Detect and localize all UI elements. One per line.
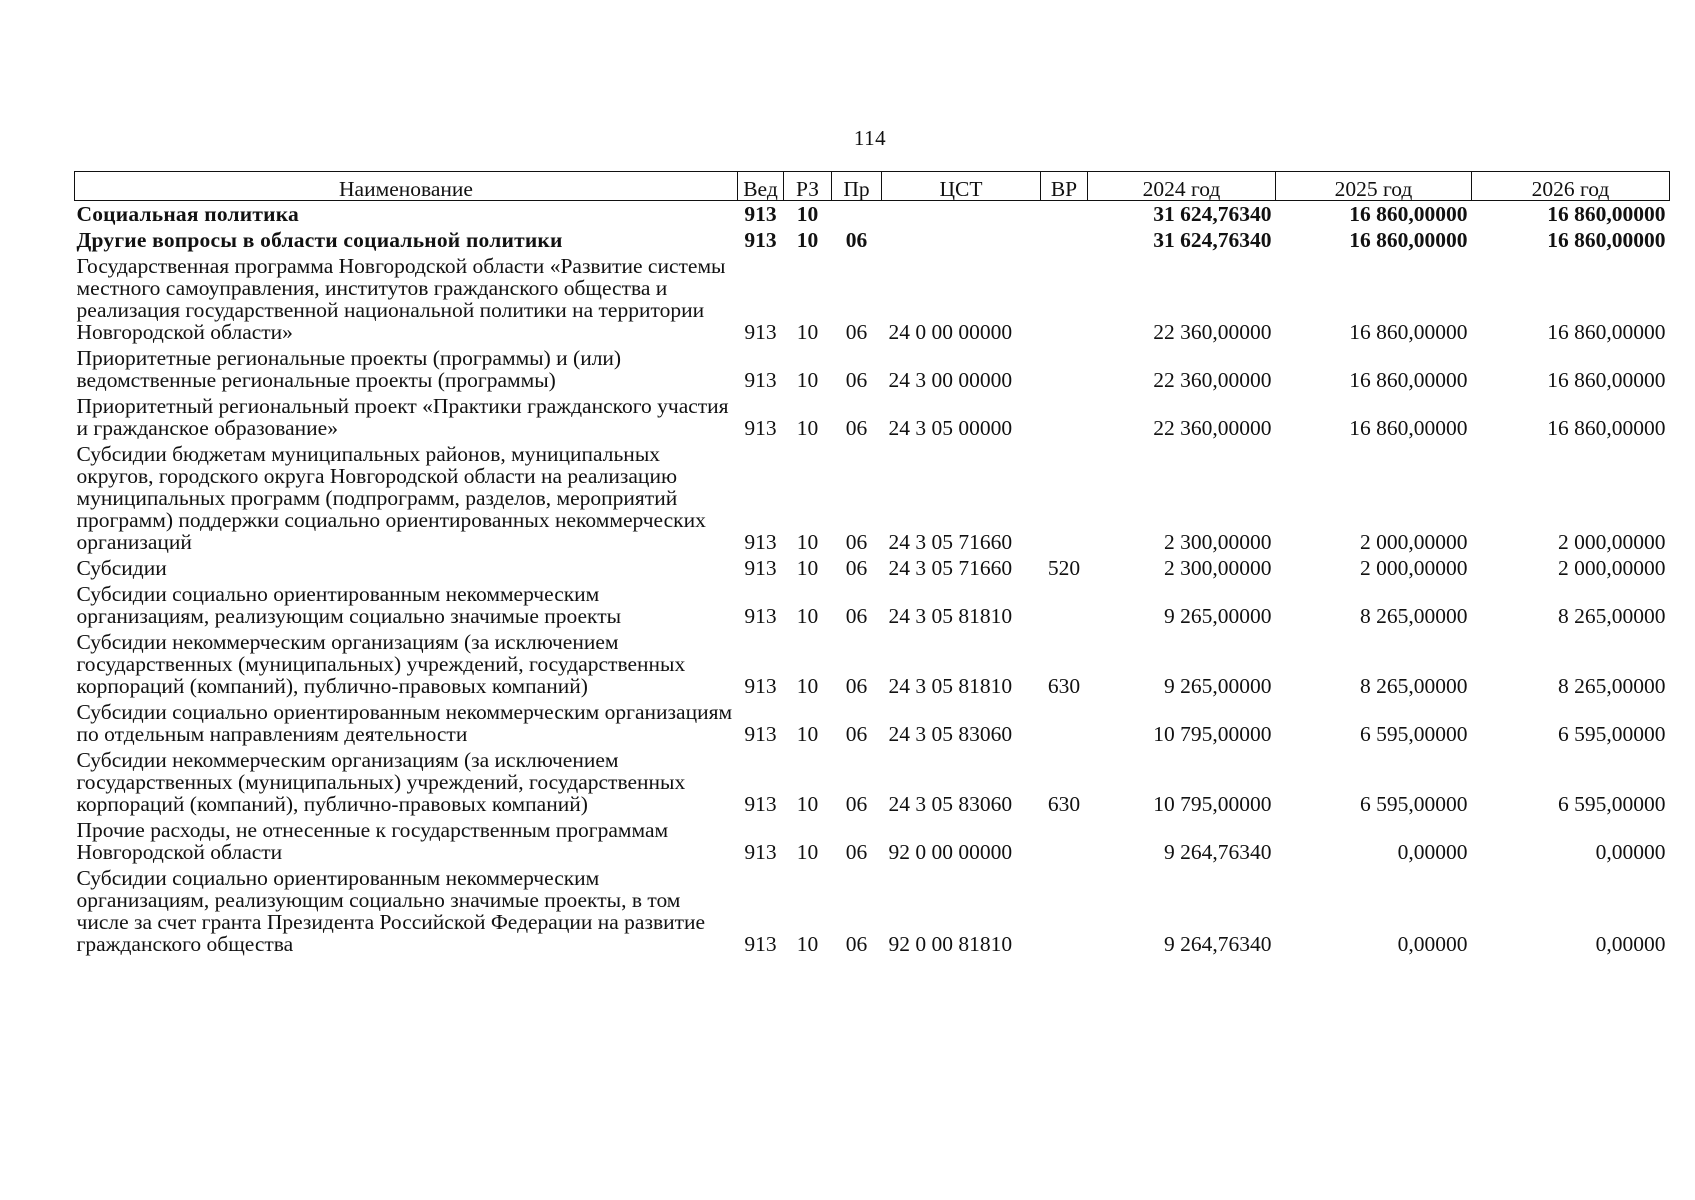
- cell-2025: 16 860,00000: [1349, 320, 1468, 344]
- cell-pr: 06: [845, 932, 868, 956]
- cell-ved: 913: [744, 932, 777, 956]
- cell-rz: 10: [796, 530, 819, 554]
- header-vr: ВР: [1041, 172, 1088, 201]
- header-name: Наименование: [75, 172, 738, 201]
- cell-2024: 22 360,00000: [1153, 368, 1272, 392]
- cell-rz: 10: [796, 556, 819, 580]
- cell-name: Приоритетный региональный проект «Практики гражданского участия и гражданское образование»: [76, 394, 729, 440]
- cell-ved: 913: [744, 228, 777, 252]
- cell-vr: [1041, 345, 1088, 393]
- cell-vr: [1041, 699, 1088, 747]
- cell-2026: 2 000,00000: [1558, 556, 1666, 580]
- header-cst: ЦСТ: [882, 172, 1041, 201]
- cell-2025: 16 860,00000: [1349, 202, 1468, 226]
- cell-cst: 92 0 00 81810: [888, 932, 1013, 956]
- cell-2024: 10 795,00000: [1153, 792, 1272, 816]
- cell-name: Субсидии некоммерческим организациям (за исключением государственных (муниципальных) учреждений, государственных корпораций (компаний), публично-правовых компаний): [76, 630, 686, 698]
- cell-ved: 913: [744, 368, 777, 392]
- cell-rz: 10: [796, 228, 819, 252]
- header-pr: Пр: [832, 172, 882, 201]
- cell-pr: 06: [845, 416, 868, 440]
- cell-pr: 06: [845, 722, 868, 746]
- cell-pr: 06: [845, 840, 868, 864]
- cell-ved: 913: [744, 416, 777, 440]
- cell-rz: 10: [796, 416, 819, 440]
- cell-2024: 2 300,00000: [1164, 556, 1272, 580]
- header-rz: РЗ: [784, 172, 832, 201]
- cell-pr: 06: [845, 228, 868, 252]
- cell-2026: 16 860,00000: [1547, 320, 1666, 344]
- cell-cst: 24 3 05 83060: [888, 722, 1013, 746]
- cell-pr: 06: [845, 792, 868, 816]
- cell-pr: 06: [845, 320, 868, 344]
- cell-pr: [832, 201, 882, 228]
- table-row: [75, 865, 1670, 957]
- header-2024: 2024 год: [1088, 172, 1276, 201]
- cell-vr: 630: [1047, 674, 1081, 698]
- cell-rz: 10: [796, 792, 819, 816]
- cell-2024: 10 795,00000: [1153, 722, 1272, 746]
- cell-ved: 913: [744, 530, 777, 554]
- cell-cst: 24 3 05 00000: [888, 416, 1013, 440]
- cell-rz: 10: [796, 604, 819, 628]
- table-row: [75, 227, 1670, 253]
- table-row: [75, 747, 1670, 817]
- cell-2026: 16 860,00000: [1547, 202, 1666, 226]
- cell-2024: 9 264,76340: [1164, 932, 1272, 956]
- cell-2026: 16 860,00000: [1547, 368, 1666, 392]
- cell-rz: 10: [796, 674, 819, 698]
- cell-name: Государственная программа Новгородской области «Развитие системы местного самоуправления, институтов гражданского общества и реализация государственной национальной политики на территории Новгородской области»: [76, 254, 726, 344]
- cell-2026: 6 595,00000: [1558, 792, 1666, 816]
- cell-2025: 0,00000: [1397, 840, 1468, 864]
- table-row: [75, 393, 1670, 441]
- cell-2026: 16 860,00000: [1547, 416, 1666, 440]
- table-row: [75, 253, 1670, 345]
- table-row: [75, 699, 1670, 747]
- cell-name: Субсидии некоммерческим организациям (за исключением государственных (муниципальных) учреждений, государственных корпораций (компаний), публично-правовых компаний): [76, 748, 686, 816]
- table-row: [75, 201, 1670, 228]
- cell-ved: 913: [744, 202, 777, 226]
- cell-2026: 8 265,00000: [1558, 604, 1666, 628]
- cell-vr: [1041, 581, 1088, 629]
- cell-2024: 31 624,76340: [1153, 202, 1272, 226]
- cell-pr: 06: [845, 604, 868, 628]
- cell-2025: 6 595,00000: [1360, 722, 1468, 746]
- cell-2025: 16 860,00000: [1349, 228, 1468, 252]
- cell-2025: 8 265,00000: [1360, 674, 1468, 698]
- cell-2026: 2 000,00000: [1558, 530, 1666, 554]
- cell-pr: 06: [845, 530, 868, 554]
- cell-ved: 913: [744, 674, 777, 698]
- cell-name: Социальная политика: [76, 202, 299, 226]
- cell-2024: 22 360,00000: [1153, 416, 1272, 440]
- header-ved: Вед: [738, 172, 784, 201]
- cell-cst: 24 3 05 71660: [888, 556, 1013, 580]
- cell-ved: 913: [744, 722, 777, 746]
- cell-vr: [1041, 253, 1088, 345]
- table-row: [75, 345, 1670, 393]
- table-row: [75, 817, 1670, 865]
- cell-2026: 6 595,00000: [1558, 722, 1666, 746]
- cell-ved: 913: [744, 604, 777, 628]
- table-header: [75, 172, 1670, 201]
- cell-rz: 10: [796, 840, 819, 864]
- cell-cst: 24 3 05 81810: [888, 674, 1013, 698]
- cell-vr: [1041, 817, 1088, 865]
- header-2026: 2026 год: [1472, 172, 1670, 201]
- cell-2026: 16 860,00000: [1547, 228, 1666, 252]
- cell-vr: [1041, 441, 1088, 555]
- cell-ved: 913: [744, 320, 777, 344]
- cell-pr: 06: [845, 556, 868, 580]
- page-number: 114: [853, 126, 887, 150]
- cell-rz: 10: [796, 320, 819, 344]
- cell-2024: 2 300,00000: [1164, 530, 1272, 554]
- cell-name: Субсидии социально ориентированным некоммерческим организациям, реализующим социально значимые проекты, в том числе за счет гранта Президента Российской Федерации на развитие гражданского общества: [76, 866, 706, 956]
- cell-name: Прочие расходы, не отнесенные к государственным программам Новгородской области: [76, 818, 669, 864]
- cell-2026: 0,00000: [1595, 932, 1666, 956]
- cell-vr: [1041, 201, 1088, 228]
- cell-cst: 24 3 00 00000: [888, 368, 1013, 392]
- cell-name: Субсидии бюджетам муниципальных районов, муниципальных округов, городского округа Новгородской области на реализацию муниципальных программ (подпрограмм, разделов, мероприятий программ) поддержки социально ориентированных некоммерческих организаций: [76, 442, 706, 554]
- cell-name: Субсидии: [76, 556, 167, 580]
- cell-name: Другие вопросы в области социальной политики: [76, 228, 563, 252]
- cell-cst: 24 3 05 71660: [888, 530, 1013, 554]
- cell-ved: 913: [744, 840, 777, 864]
- table-row: [75, 441, 1670, 555]
- header-2025: 2025 год: [1276, 172, 1472, 201]
- table-body: [75, 201, 1670, 958]
- cell-2025: 0,00000: [1397, 932, 1468, 956]
- cell-vr: 520: [1047, 556, 1081, 580]
- table-row: [75, 629, 1670, 699]
- table-row: [75, 555, 1670, 581]
- cell-ved: 913: [744, 556, 777, 580]
- cell-vr: [1041, 393, 1088, 441]
- budget-table: [74, 171, 1670, 957]
- cell-cst: [882, 201, 1041, 228]
- cell-rz: 10: [796, 202, 819, 226]
- cell-cst: 24 3 05 83060: [888, 792, 1013, 816]
- cell-cst: 24 0 00 00000: [888, 320, 1013, 344]
- cell-2024: 9 264,76340: [1164, 840, 1272, 864]
- cell-2025: 16 860,00000: [1349, 368, 1468, 392]
- cell-cst: 24 3 05 81810: [888, 604, 1013, 628]
- cell-2026: 0,00000: [1595, 840, 1666, 864]
- cell-cst: 92 0 00 00000: [888, 840, 1013, 864]
- cell-2024: 22 360,00000: [1153, 320, 1272, 344]
- cell-rz: 10: [796, 368, 819, 392]
- cell-2025: 6 595,00000: [1360, 792, 1468, 816]
- cell-2024: 9 265,00000: [1164, 674, 1272, 698]
- cell-2025: 8 265,00000: [1360, 604, 1468, 628]
- cell-vr: [1041, 865, 1088, 957]
- cell-2024: 9 265,00000: [1164, 604, 1272, 628]
- cell-pr: 06: [845, 368, 868, 392]
- cell-rz: 10: [796, 722, 819, 746]
- cell-2026: 8 265,00000: [1558, 674, 1666, 698]
- cell-name: Субсидии социально ориентированным некоммерческим организациям, реализующим социально значимые проекты: [76, 582, 622, 628]
- cell-2025: 2 000,00000: [1360, 556, 1468, 580]
- cell-2025: 16 860,00000: [1349, 416, 1468, 440]
- cell-name: Субсидии социально ориентированным некоммерческим организациям по отдельным направлениям деятельности: [76, 700, 733, 746]
- cell-rz: 10: [796, 932, 819, 956]
- cell-cst: [882, 227, 1041, 253]
- cell-name: Приоритетные региональные проекты (программы) и (или) ведомственные региональные проекты (программы): [76, 346, 622, 392]
- cell-vr: [1041, 227, 1088, 253]
- cell-pr: 06: [845, 674, 868, 698]
- cell-2025: 2 000,00000: [1360, 530, 1468, 554]
- cell-ved: 913: [744, 792, 777, 816]
- table-row: [75, 581, 1670, 629]
- cell-vr: 630: [1047, 792, 1081, 816]
- cell-2024: 31 624,76340: [1153, 228, 1272, 252]
